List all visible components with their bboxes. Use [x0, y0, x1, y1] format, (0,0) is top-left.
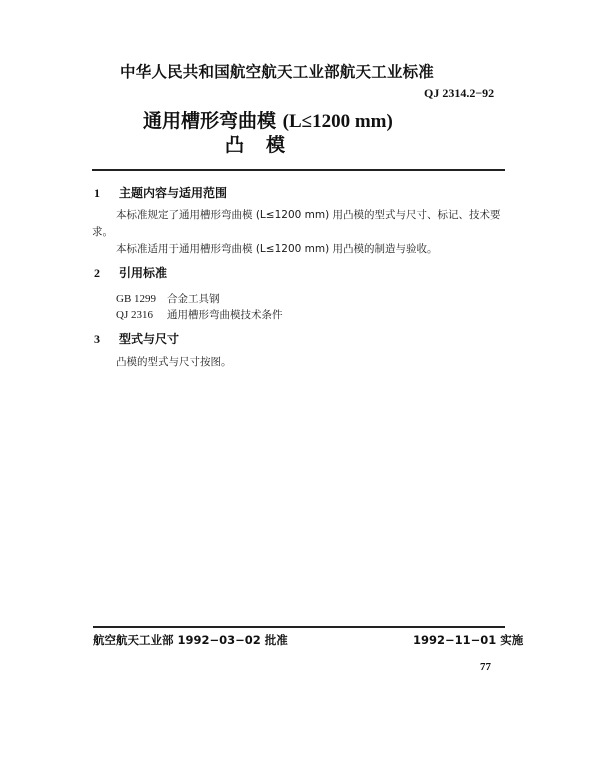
- section-3-paragraph-1: 凸模的型式与尺寸按图。: [116, 356, 232, 368]
- reference-item: [116, 291, 220, 306]
- section-title: 主题内容与适用范围: [119, 186, 228, 200]
- page-number: 77: [480, 661, 491, 673]
- document-title: [143, 106, 393, 133]
- implementation-date: 1992−11−01 实施: [413, 633, 524, 647]
- reference-code: QJ 2316: [116, 309, 153, 321]
- reference-title: 通用槽形弯曲模技术条件: [167, 309, 283, 321]
- section-heading-1: [94, 184, 227, 201]
- reference-item: [116, 307, 283, 322]
- section-1-paragraph-2: 本标准适用于通用槽形弯曲模 (L≤1200 mm) 用凸模的制造与验收。: [116, 243, 438, 255]
- section-1-paragraph-1: 本标准规定了通用槽形弯曲模 (L≤1200 mm) 用凸模的型式与尺寸、标记、技术要: [116, 209, 501, 221]
- title-spec: (L≤1200 mm): [282, 111, 393, 132]
- title-chinese: 通用槽形弯曲模: [143, 110, 277, 132]
- approval-line: 航空航天工业部 1992−03−02 批准: [93, 633, 288, 647]
- header-divider: [92, 169, 505, 171]
- section-1-paragraph-1-continuation: 求。: [92, 226, 113, 238]
- document-subtitle: 凸模: [225, 134, 308, 156]
- section-title: 型式与尺寸: [119, 332, 180, 346]
- reference-title: 合金工具钢: [167, 293, 220, 305]
- section-title: 引用标准: [119, 266, 168, 280]
- standard-code: QJ 2314.2−92: [424, 86, 495, 100]
- footer-divider: [93, 626, 505, 628]
- reference-code: GB 1299: [116, 293, 157, 305]
- section-number: 2: [94, 266, 100, 280]
- section-number: 1: [94, 186, 100, 200]
- issuing-authority: 中华人民共和国航空航天工业部航天工业标准: [120, 63, 435, 81]
- section-heading-2: [94, 264, 167, 281]
- section-heading-3: [94, 330, 179, 347]
- section-number: 3: [94, 332, 100, 346]
